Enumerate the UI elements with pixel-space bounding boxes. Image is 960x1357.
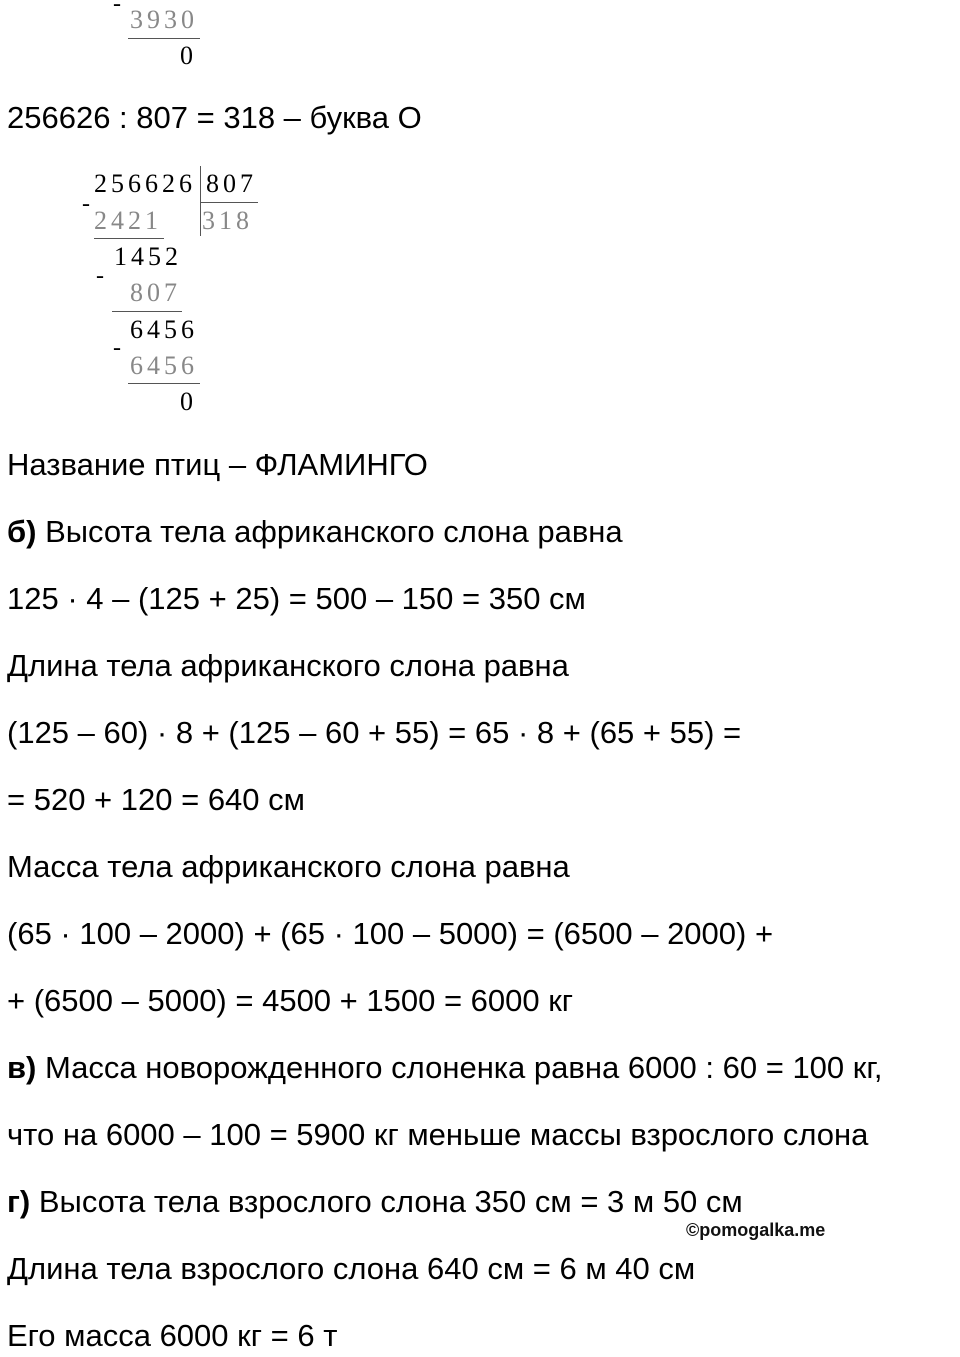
watermark: ©pomogalka.me	[686, 1220, 826, 1240]
adult-length-line: Длина тела взрослого слона 640 см = 6 м 40 см	[7, 1251, 696, 1286]
part-b-label: б)	[7, 514, 37, 549]
minus-sign: -	[113, 335, 121, 361]
minus-sign: -	[82, 191, 90, 217]
adult-mass-line: Его масса 6000 кг = 6 т	[7, 1318, 338, 1353]
birds-line: Название птиц – ФЛАМИНГО	[7, 447, 428, 482]
quotient: 318	[202, 206, 253, 235]
step-3-subtract: 6456	[130, 351, 198, 380]
minus-sign: -	[113, 0, 121, 17]
underline	[112, 311, 182, 312]
underline	[94, 238, 164, 239]
mass-heading: Масса тела африканского слона равна	[7, 849, 570, 884]
prev-subtrahend: 3930	[130, 5, 198, 34]
step-3-partial: 6456	[130, 315, 198, 344]
mass-calc-1: (65 · 100 – 2000) + (65 · 100 – 5000) = (6500 – 2000) +	[7, 916, 774, 951]
dividend: 256626	[94, 169, 196, 198]
part-b-text: Высота тела африканского слона равна	[36, 514, 623, 549]
remainder: 0	[180, 387, 197, 416]
step-2-subtract: 807	[130, 278, 181, 307]
part-v-line	[7, 1050, 882, 1086]
part-v-text: Масса новорожденного слоненка равна 6000 : 60 = 100 кг,	[36, 1050, 883, 1085]
divisor-underline	[200, 202, 258, 203]
length-calc-1: (125 – 60) · 8 + (125 – 60 + 55) = 65 · 8 + (65 + 55) =	[7, 715, 742, 750]
part-g-text: Высота тела взрослого слона 350 см = 3 м 50 см	[30, 1184, 743, 1219]
division-equation: 256626 : 807 = 318 – буква О	[7, 100, 422, 135]
underline	[128, 383, 200, 384]
part-v-label: в)	[7, 1050, 37, 1085]
part-g-label: г)	[7, 1184, 31, 1219]
length-heading: Длина тела африканского слона равна	[7, 648, 569, 683]
divider-vertical	[200, 166, 201, 236]
underline	[128, 38, 200, 39]
divisor: 807	[206, 169, 257, 198]
length-calc-2: = 520 + 120 = 640 см	[7, 782, 305, 817]
step-1-subtract: 2421	[94, 206, 162, 235]
part-v-line-2: что на 6000 – 100 = 5900 кг меньше массы взрослого слона	[7, 1117, 869, 1152]
part-g-line	[7, 1184, 743, 1220]
prev-remainder: 0	[180, 41, 197, 70]
height-calc: 125 · 4 – (125 + 25) = 500 – 150 = 350 см	[7, 581, 586, 616]
step-2-partial: 1452	[114, 242, 182, 271]
minus-sign: -	[96, 263, 104, 289]
mass-calc-2: + (6500 – 5000) = 4500 + 1500 = 6000 кг	[7, 983, 574, 1018]
part-b-heading	[7, 514, 623, 550]
